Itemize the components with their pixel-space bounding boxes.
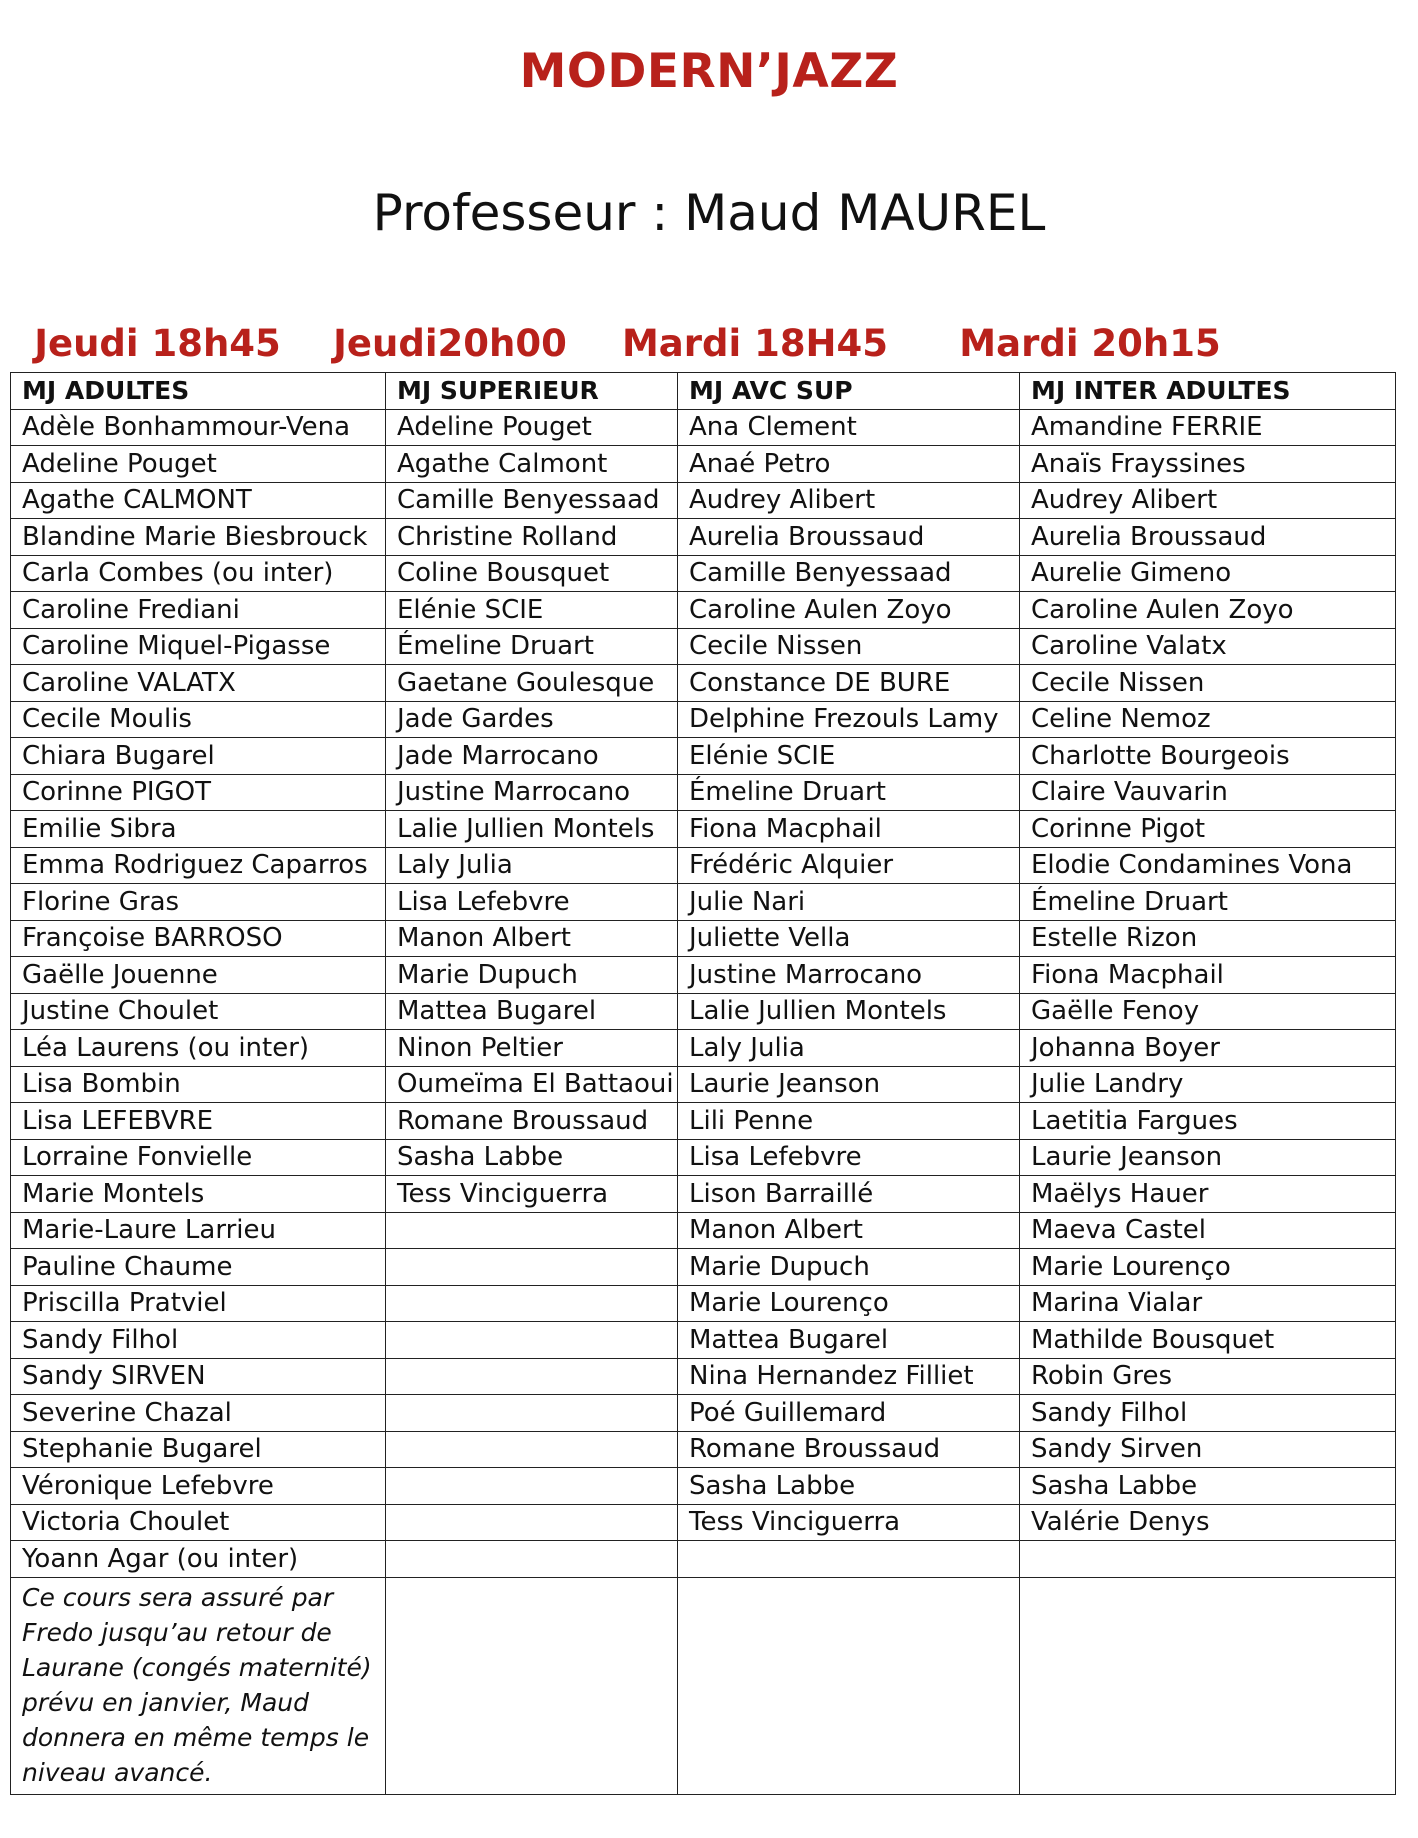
name-cell: Juliette Vella	[678, 920, 1020, 957]
class-header-4: MJ INTER ADULTES	[1020, 373, 1396, 410]
name-cell: Lisa Lefebvre	[386, 884, 678, 921]
name-cell: Mattea Bugarel	[678, 1322, 1020, 1359]
name-cell: Lalie Jullien Montels	[678, 993, 1020, 1030]
table-row	[11, 884, 1396, 921]
table-row	[11, 592, 1396, 629]
name-cell: Justine Marrocano	[386, 774, 678, 811]
table-row	[11, 409, 1396, 446]
name-cell: Marie Dupuch	[678, 1249, 1020, 1286]
page-title: MODERN’JAZZ	[519, 44, 899, 99]
roster-table	[10, 372, 1396, 1795]
name-cell: Sandy Filhol	[11, 1322, 386, 1359]
table-row	[11, 701, 1396, 738]
name-cell: Julie Landry	[1020, 1066, 1396, 1103]
name-cell: Lison Barraillé	[678, 1176, 1020, 1213]
name-cell: Fiona Macphail	[678, 811, 1020, 848]
name-cell: Yoann Agar (ou inter)	[11, 1541, 386, 1578]
name-cell: Elénie SCIE	[678, 738, 1020, 775]
table-row	[11, 1212, 1396, 1249]
name-cell	[386, 1541, 678, 1578]
name-cell: Anaïs Frayssines	[1020, 446, 1396, 483]
name-cell: Sandy Filhol	[1020, 1395, 1396, 1432]
name-cell: Émeline Druart	[1020, 884, 1396, 921]
class-header-3: MJ AVC SUP	[678, 373, 1020, 410]
table-row	[11, 1066, 1396, 1103]
name-cell: Aurelia Broussaud	[678, 519, 1020, 556]
note-row	[11, 1577, 1396, 1794]
name-cell: Charlotte Bourgeois	[1020, 738, 1396, 775]
name-cell	[386, 1212, 678, 1249]
name-cell: Marina Vialar	[1020, 1285, 1396, 1322]
name-cell: Gaëlle Jouenne	[11, 957, 386, 994]
name-cell: Laetitia Fargues	[1020, 1103, 1396, 1140]
table-row	[11, 1541, 1396, 1578]
name-cell: Florine Gras	[11, 884, 386, 921]
name-cell: Caroline Aulen Zoyo	[678, 592, 1020, 629]
table-row	[11, 1504, 1396, 1541]
name-cell: Marie Dupuch	[386, 957, 678, 994]
table-row	[11, 1030, 1396, 1067]
name-cell: Blandine Marie Biesbrouck	[11, 519, 386, 556]
name-cell: Poé Guillemard	[678, 1395, 1020, 1432]
name-cell: Elodie Condamines Vona	[1020, 847, 1396, 884]
name-cell: Sasha Labbe	[386, 1139, 678, 1176]
name-cell: Marie Montels	[11, 1176, 386, 1213]
name-cell: Nina Hernandez Filliet	[678, 1358, 1020, 1395]
table-row	[11, 1431, 1396, 1468]
name-cell: Émeline Druart	[678, 774, 1020, 811]
name-cell: Julie Nari	[678, 884, 1020, 921]
name-cell: Lisa Bombin	[11, 1066, 386, 1103]
name-cell: Laly Julia	[386, 847, 678, 884]
table-row	[11, 811, 1396, 848]
empty-note-cell	[1020, 1577, 1396, 1794]
name-cell: Mathilde Bousquet	[1020, 1322, 1396, 1359]
name-cell: Agathe Calmont	[386, 446, 678, 483]
name-cell: Pauline Chaume	[11, 1249, 386, 1286]
name-cell: Audrey Alibert	[1020, 482, 1396, 519]
table-row	[11, 1395, 1396, 1432]
table-row	[11, 519, 1396, 556]
name-cell: Lalie Jullien Montels	[386, 811, 678, 848]
name-cell: Severine Chazal	[11, 1395, 386, 1432]
roster-body	[11, 409, 1396, 1794]
name-cell: Agathe CALMONT	[11, 482, 386, 519]
table-row	[11, 920, 1396, 957]
name-cell: Justine Choulet	[11, 993, 386, 1030]
table-row	[11, 738, 1396, 775]
name-cell: Maëlys Hauer	[1020, 1176, 1396, 1213]
name-cell: Manon Albert	[386, 920, 678, 957]
name-cell: Caroline Valatx	[1020, 628, 1396, 665]
table-row	[11, 446, 1396, 483]
table-row	[11, 774, 1396, 811]
name-cell: Lili Penne	[678, 1103, 1020, 1140]
name-cell: Adeline Pouget	[11, 446, 386, 483]
name-cell: Romane Broussaud	[386, 1103, 678, 1140]
name-cell	[1020, 1541, 1396, 1578]
name-cell: Marie Lourenço	[1020, 1249, 1396, 1286]
name-cell	[386, 1431, 678, 1468]
name-cell: Corinne PIGOT	[11, 774, 386, 811]
name-cell: Valérie Denys	[1020, 1504, 1396, 1541]
name-cell: Sasha Labbe	[678, 1468, 1020, 1505]
name-cell: Johanna Boyer	[1020, 1030, 1396, 1067]
class-header-1: MJ ADULTES	[11, 373, 386, 410]
day-label-1: Jeudi 18h45	[34, 322, 281, 365]
name-cell	[386, 1504, 678, 1541]
name-cell: Emilie Sibra	[11, 811, 386, 848]
name-cell	[678, 1541, 1020, 1578]
name-cell: Anaé Petro	[678, 446, 1020, 483]
name-cell: Aurelie Gimeno	[1020, 555, 1396, 592]
name-cell: Fiona Macphail	[1020, 957, 1396, 994]
day-label-4: Mardi 20h15	[959, 322, 1221, 365]
table-row	[11, 957, 1396, 994]
name-cell: Priscilla Pratviel	[11, 1285, 386, 1322]
name-cell: Lorraine Fonvielle	[11, 1139, 386, 1176]
name-cell: Elénie SCIE	[386, 592, 678, 629]
name-cell: Manon Albert	[678, 1212, 1020, 1249]
table-row	[11, 1103, 1396, 1140]
name-cell	[386, 1249, 678, 1286]
class-header-2: MJ SUPERIEUR	[386, 373, 678, 410]
name-cell: Corinne Pigot	[1020, 811, 1396, 848]
table-row	[11, 555, 1396, 592]
day-headers	[10, 322, 1394, 370]
name-cell: Amandine FERRIE	[1020, 409, 1396, 446]
name-cell: Laurie Jeanson	[678, 1066, 1020, 1103]
name-cell: Véronique Lefebvre	[11, 1468, 386, 1505]
name-cell: Gaetane Goulesque	[386, 665, 678, 702]
day-label-3: Mardi 18H45	[621, 322, 889, 365]
name-cell	[386, 1468, 678, 1505]
name-cell: Delphine Frezouls Lamy	[678, 701, 1020, 738]
name-cell: Oumeïma El Battaoui	[386, 1066, 678, 1103]
name-cell: Claire Vauvarin	[1020, 774, 1396, 811]
name-cell: Lisa LEFEBVRE	[11, 1103, 386, 1140]
table-row	[11, 1468, 1396, 1505]
table-row	[11, 1285, 1396, 1322]
name-cell: Caroline VALATX	[11, 665, 386, 702]
name-cell: Sasha Labbe	[1020, 1468, 1396, 1505]
name-cell: Victoria Choulet	[11, 1504, 386, 1541]
name-cell: Laly Julia	[678, 1030, 1020, 1067]
name-cell: Christine Rolland	[386, 519, 678, 556]
table-row	[11, 1322, 1396, 1359]
name-cell: Cecile Moulis	[11, 701, 386, 738]
table-row	[11, 1358, 1396, 1395]
name-cell: Sandy SIRVEN	[11, 1358, 386, 1395]
table-row	[11, 1176, 1396, 1213]
name-cell: Ninon Peltier	[386, 1030, 678, 1067]
name-cell: Maeva Castel	[1020, 1212, 1396, 1249]
name-cell: Jade Marrocano	[386, 738, 678, 775]
name-cell: Justine Marrocano	[678, 957, 1020, 994]
name-cell: Constance DE BURE	[678, 665, 1020, 702]
name-cell: Mattea Bugarel	[386, 993, 678, 1030]
name-cell: Estelle Rizon	[1020, 920, 1396, 957]
name-cell: Adèle Bonhammour-Vena	[11, 409, 386, 446]
table-row	[11, 847, 1396, 884]
table-row	[11, 1249, 1396, 1286]
name-cell: Marie Lourenço	[678, 1285, 1020, 1322]
name-cell: Caroline Aulen Zoyo	[1020, 592, 1396, 629]
name-cell: Robin Gres	[1020, 1358, 1396, 1395]
name-cell: Tess Vinciguerra	[386, 1176, 678, 1213]
name-cell	[386, 1285, 678, 1322]
name-cell: Léa Laurens (ou inter)	[11, 1030, 386, 1067]
name-cell: Cecile Nissen	[678, 628, 1020, 665]
name-cell: Celine Nemoz	[1020, 701, 1396, 738]
table-row	[11, 482, 1396, 519]
name-cell	[386, 1358, 678, 1395]
name-cell: Romane Broussaud	[678, 1431, 1020, 1468]
name-cell: Cecile Nissen	[1020, 665, 1396, 702]
name-cell: Audrey Alibert	[678, 482, 1020, 519]
name-cell: Adeline Pouget	[386, 409, 678, 446]
name-cell: Aurelia Broussaud	[1020, 519, 1396, 556]
course-note: Ce cours sera assuré par Fredo jusqu’au retour de Laurane (congés maternité) prévu en janvier, Maud donnera en même temps le niveau avancé.	[11, 1577, 386, 1794]
name-cell: Sandy Sirven	[1020, 1431, 1396, 1468]
name-cell: Emma Rodriguez Caparros	[11, 847, 386, 884]
table-row	[11, 1139, 1396, 1176]
name-cell: Gaëlle Fenoy	[1020, 993, 1396, 1030]
name-cell: Caroline Miquel-Pigasse	[11, 628, 386, 665]
name-cell: Ana Clement	[678, 409, 1020, 446]
name-cell: Frédéric Alquier	[678, 847, 1020, 884]
name-cell: Françoise BARROSO	[11, 920, 386, 957]
teacher-line: Professeur : Maud MAUREL	[372, 184, 1046, 242]
name-cell	[386, 1395, 678, 1432]
name-cell: Marie-Laure Larrieu	[11, 1212, 386, 1249]
name-cell: Coline Bousquet	[386, 555, 678, 592]
name-cell: Carla Combes (ou inter)	[11, 555, 386, 592]
name-cell: Jade Gardes	[386, 701, 678, 738]
name-cell: Chiara Bugarel	[11, 738, 386, 775]
name-cell: Camille Benyessaad	[386, 482, 678, 519]
name-cell: Émeline Druart	[386, 628, 678, 665]
header-row	[11, 373, 1396, 410]
table-row	[11, 665, 1396, 702]
name-cell: Tess Vinciguerra	[678, 1504, 1020, 1541]
empty-note-cell	[678, 1577, 1020, 1794]
table-row	[11, 628, 1396, 665]
name-cell	[386, 1322, 678, 1359]
name-cell: Camille Benyessaad	[678, 555, 1020, 592]
empty-note-cell	[386, 1577, 678, 1794]
table-row	[11, 993, 1396, 1030]
day-label-2: Jeudi20h00	[333, 322, 567, 365]
name-cell: Lisa Lefebvre	[678, 1139, 1020, 1176]
name-cell: Caroline Frediani	[11, 592, 386, 629]
name-cell: Stephanie Bugarel	[11, 1431, 386, 1468]
name-cell: Laurie Jeanson	[1020, 1139, 1396, 1176]
